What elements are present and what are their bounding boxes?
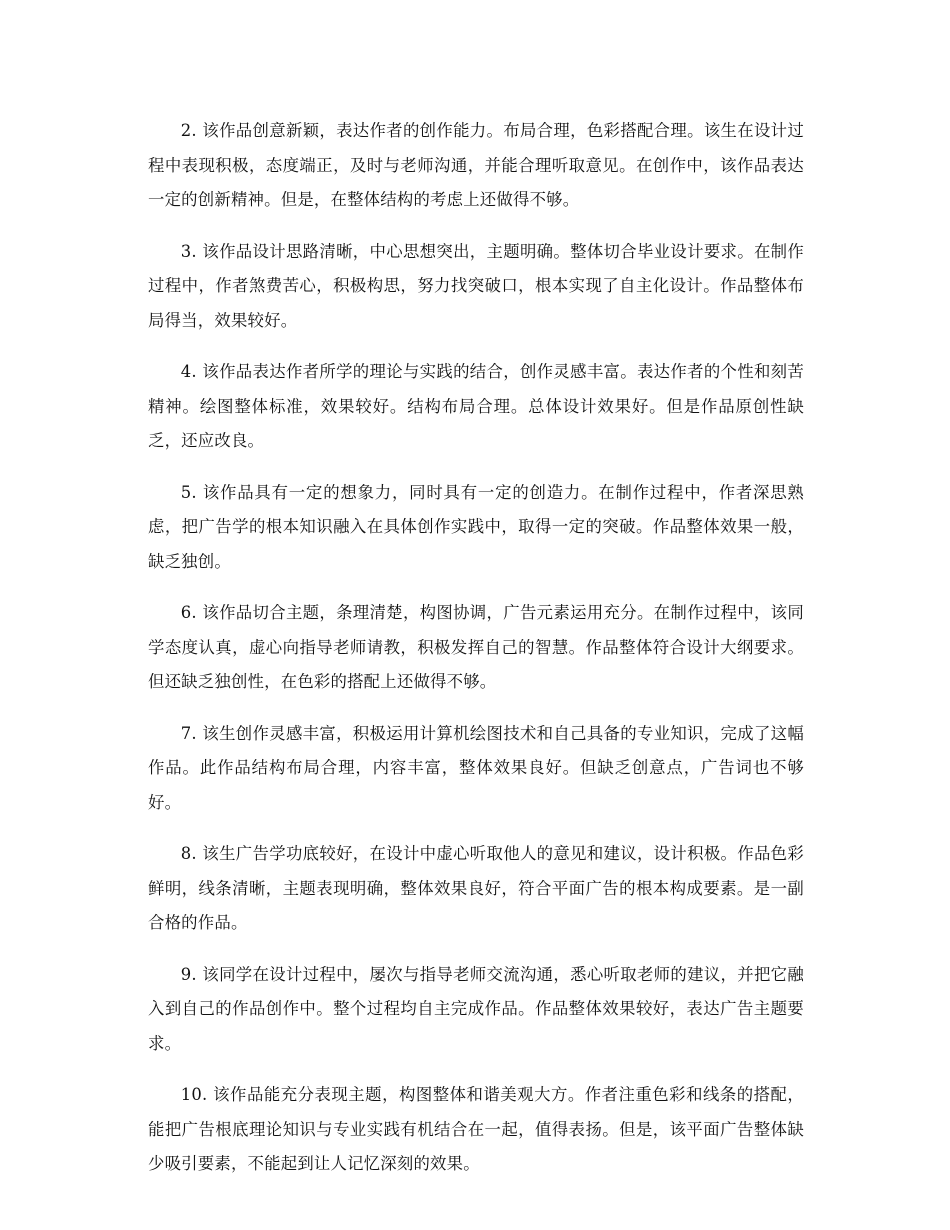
paragraph-item-6: 6. 该作品切合主题，条理清楚，构图协调，广告元素运用充分。在制作过程中，该同学态度认真，虚心向指导老师请教，积极发挥自己的智慧。作品整体符合设计大纲要求。但还缺乏独创性，在色彩的搭配上还做得不够。 (148, 603, 804, 691)
paragraph-item-3: 3. 该作品设计思路清晰，中心思想突出，主题明确。整体切合毕业设计要求。在制作过程中，作者煞费苦心，积极构思，努力找突破口，根本实现了自主化设计。作品整体布局得当，效果较好。 (148, 241, 804, 330)
paragraph-item-2: 2. 该作品创意新颖，表达作者的创作能力。布局合理，色彩搭配合理。该生在设计过程中表现积极，态度端正，及时与老师沟通，并能合理听取意见。在创作中，该作品表达一定的创新精神。但是，在整体结构的考虑上还做得不够。 (148, 121, 804, 209)
paragraph-item-4: 4. 该作品表达作者所学的理论与实践的结合，创作灵感丰富。表达作者的个性和刻苦精神。绘图整体标准，效果较好。结构布局合理。总体设计效果好。但是作品原创性缺乏，还应改良。 (148, 362, 804, 450)
paragraph-item-5: 5. 该作品具有一定的想象力，同时具有一定的创造力。在制作过程中，作者深思熟虑，把广告学的根本知识融入在具体创作实践中，取得一定的突破。作品整体效果一般，缺乏独创。 (148, 482, 804, 571)
paragraph-item-8: 8. 该生广告学功底较好，在设计中虚心听取他人的意见和建议，设计积极。作品色彩鲜明，线条清晰，主题表现明确，整体效果良好，符合平面广告的根本构成要素。是一副合格的作品。 (148, 844, 804, 932)
paragraph-item-7: 7. 该生创作灵感丰富，积极运用计算机绘图技术和自己具备的专业知识，完成了这幅作品。此作品结构布局合理，内容丰富，整体效果良好。但缺乏创意点，广告词也不够好。 (148, 723, 804, 812)
paragraph-item-9: 9. 该同学在设计过程中，屡次与指导老师交流沟通，悉心听取老师的建议，并把它融入到自己的作品创作中。整个过程均自主完成作品。作品整体效果较好，表达广告主题要求。 (148, 964, 804, 1053)
paragraph-item-10: 10. 该作品能充分表现主题，构图整体和谐美观大方。作者注重色彩和线条的搭配，能把广告根底理论知识与专业实践有机结合在一起，值得表扬。但是，该平面广告整体缺少吸引要素，不能起到让人记忆深刻的效果。 (148, 1085, 804, 1173)
document-body (148, 114, 804, 1199)
